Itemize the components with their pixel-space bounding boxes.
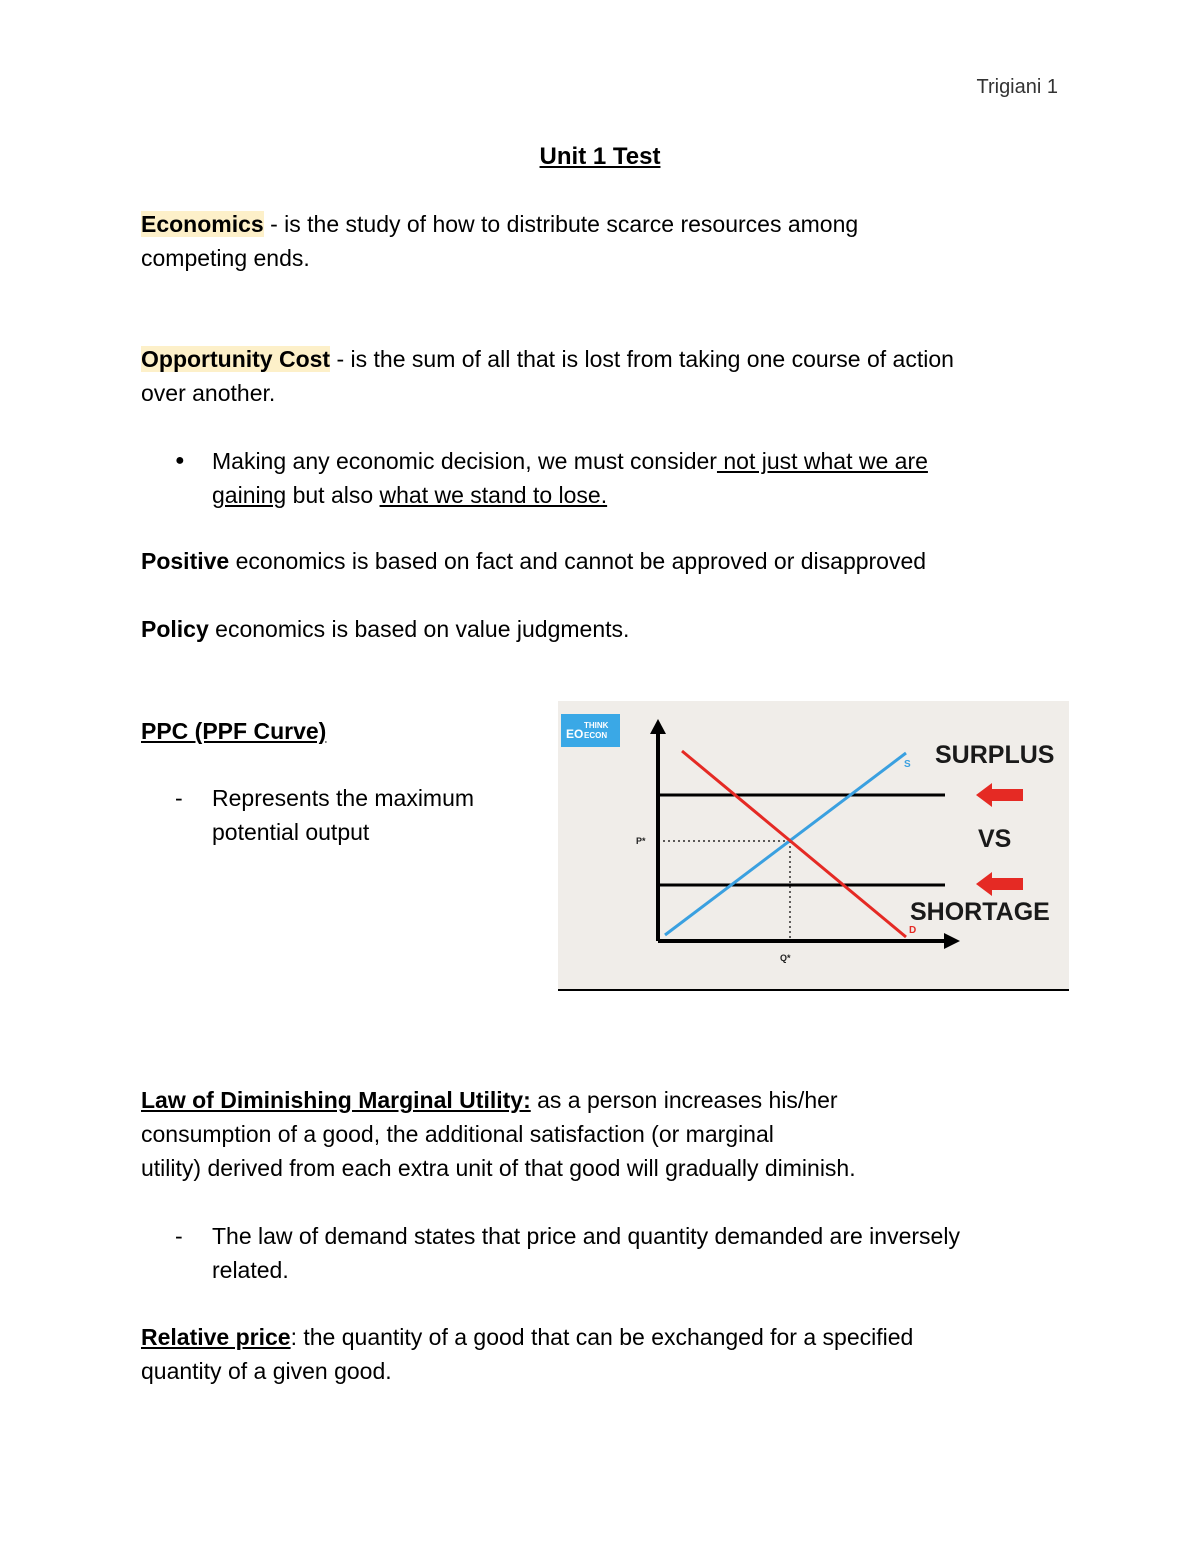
ppc-heading: PPC (PPF Curve) [141, 718, 327, 744]
law-line2: consumption of a good, the additional satisfaction (or marginal [141, 1121, 774, 1147]
law-term: Law of Diminishing Marginal Utility: [141, 1087, 531, 1113]
logo-line1: THINK [584, 721, 609, 730]
ppc-note [141, 781, 541, 851]
price-star-label: P* [636, 836, 646, 846]
bullet-icon: ● [175, 452, 185, 469]
ppc-line1: Represents the maximum [212, 785, 475, 811]
supply-demand-figure [558, 701, 1069, 990]
relative-price-line2: quantity of a given good. [141, 1358, 392, 1384]
page-header-label: Trigiani 1 [976, 76, 1058, 98]
demand-label: D [909, 925, 917, 936]
policy-text: economics is based on value judgments. [208, 616, 630, 642]
economics-line1: - is the study of how to distribute scarce resources among [263, 211, 859, 237]
ppc-line2: potential output [212, 819, 370, 845]
demand-note-line2: related. [212, 1257, 289, 1283]
economics-line2: competing ends. [141, 245, 310, 271]
positive-term: Positive [141, 548, 230, 574]
logo-line2: ECON [584, 731, 608, 740]
opportunity-cost-term: Opportunity Cost [141, 346, 331, 372]
bullet-underline-3: what we stand to lose. [379, 482, 608, 508]
surplus-label: SURPLUS [935, 741, 1055, 769]
bullet-underline-1: not just what we are [716, 448, 928, 474]
vs-label: VS [978, 825, 1012, 853]
ppc-dash: - [175, 785, 183, 811]
page-title: Unit 1 Test [539, 143, 661, 170]
law-line3: utility) derived from each extra unit of that good will gradually diminish. [141, 1155, 856, 1181]
relative-price-definition [141, 1320, 1061, 1388]
demand-note-line1: The law of demand states that price and quantity demanded are inversely [212, 1223, 960, 1249]
opportunity-cost-definition [141, 342, 1061, 410]
law-line1: as a person increases his/her [530, 1087, 838, 1113]
relative-price-line1: : the quantity of a good that can be exchanged for a specified [290, 1324, 914, 1350]
quantity-star-label: Q* [780, 953, 791, 963]
bullet-underline-2: gaining [212, 482, 287, 508]
opportunity-cost-line2: over another. [141, 380, 276, 406]
demand-note-dash: - [175, 1223, 183, 1249]
figure-bottom-rule [558, 989, 1069, 991]
positive-economics [141, 544, 1061, 578]
relative-price-term: Relative price [141, 1324, 291, 1350]
policy-term: Policy [141, 616, 209, 642]
shortage-label: SHORTAGE [910, 898, 1050, 926]
opportunity-cost-line1: - is the sum of all that is lost from taking one course of action [330, 346, 954, 372]
economics-definition [141, 207, 1061, 275]
logo-mark: EO [566, 727, 584, 741]
economics-term: Economics [141, 211, 264, 237]
bullet-text-b: but also [286, 482, 380, 508]
decision-bullet [141, 444, 1061, 514]
law-diminishing-marginal-utility [141, 1083, 1061, 1185]
demand-note [141, 1219, 1061, 1289]
positive-text: economics is based on fact and cannot be approved or disapproved [229, 548, 927, 574]
supply-label: S [904, 759, 911, 770]
policy-economics [141, 612, 1061, 646]
bullet-text-a: Making any economic decision, we must consider [212, 448, 717, 474]
supply-demand-diagram [558, 701, 1069, 990]
